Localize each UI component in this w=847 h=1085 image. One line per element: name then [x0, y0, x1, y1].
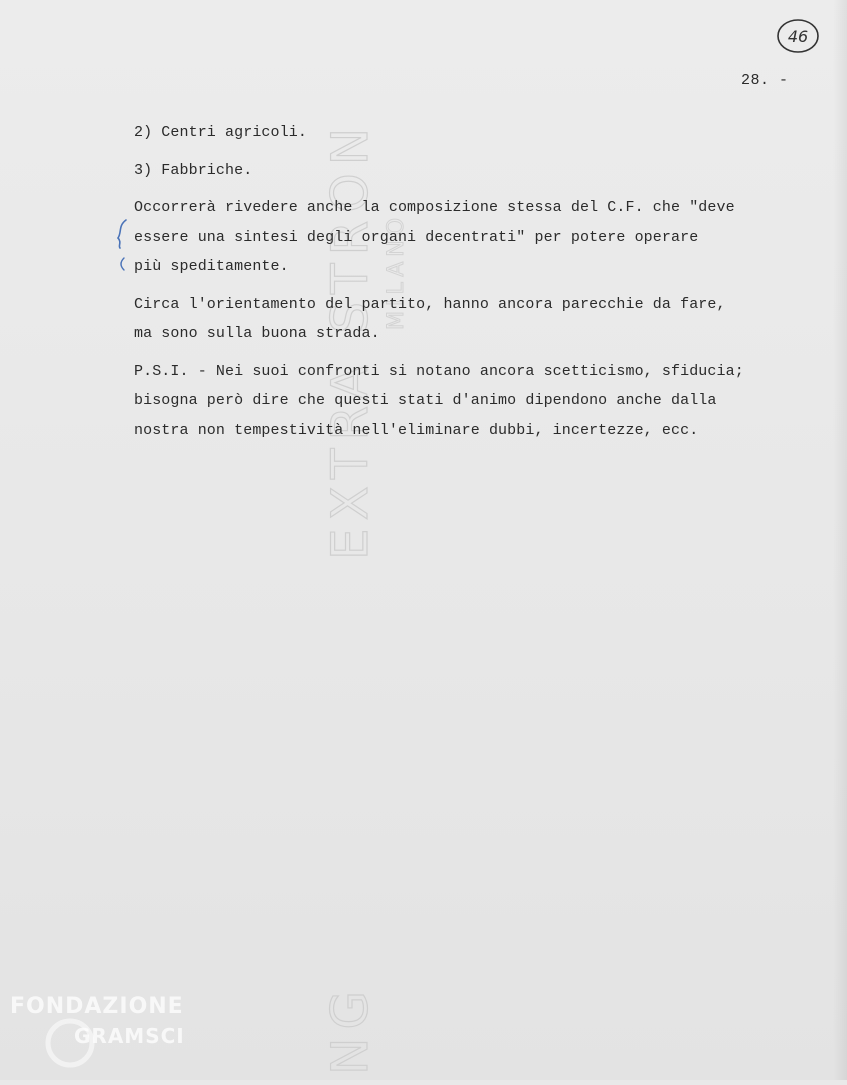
text-line: 3) Fabbriche. [134, 161, 253, 179]
text-line: 2) Centri agricoli. [134, 124, 307, 141]
paper-edge-shadow [833, 0, 847, 1080]
text-line: nostra non tempestività nell'eliminare dubbi, incertezze, ecc. [134, 421, 699, 439]
paragraph-cf-composition [134, 193, 814, 282]
fondazione-gramsci-logo [8, 985, 208, 1075]
archive-number-text: 46 [787, 27, 809, 46]
paragraph-party-orientation [134, 290, 814, 349]
paragraph-item-agricultural-centers [134, 118, 814, 148]
text-line: più speditamente. [134, 258, 289, 275]
text-line: P.S.I. - Nei suoi confronti si notano ancora scetticismo, sfiducia; [134, 362, 744, 380]
text-line: essere una sintesi degli organi decentrati" per potere operare [134, 228, 699, 246]
watermark-bottom-text: NG [321, 982, 379, 1075]
margin-brace-icon [112, 216, 132, 272]
watermark-main-text: EXTRA STRON [321, 119, 379, 560]
watermark-secondary-text: MILANO [384, 212, 409, 330]
paragraph-psi [134, 357, 814, 446]
page-number: 28. - [741, 72, 789, 89]
document-body [134, 118, 814, 445]
logo-line-1: FONDAZIONE [10, 994, 184, 1019]
logo-line-2: GRAMSCI [74, 1024, 185, 1048]
text-line: Circa l'orientamento del partito, hanno ancora parecchie da fare, [134, 295, 726, 313]
text-line: bisogna però dire che questi stati d'animo dipendono anche dalla [134, 392, 717, 409]
archive-number-stamp [775, 17, 821, 55]
paragraph-item-factories [134, 156, 814, 186]
text-line: ma sono sulla buona strada. [134, 325, 380, 342]
text-line: Occorrerà rivedere anche la composizione stessa del C.F. che "deve [134, 199, 735, 216]
